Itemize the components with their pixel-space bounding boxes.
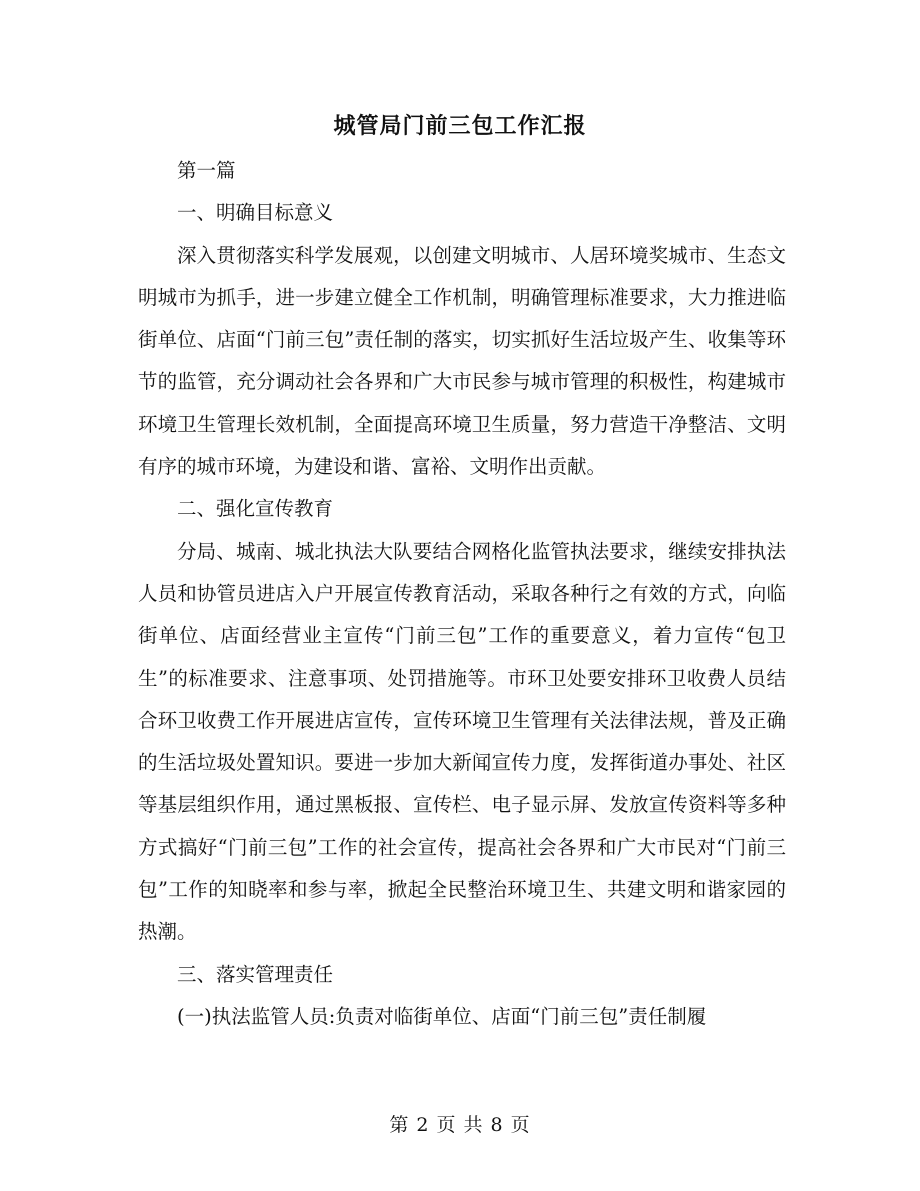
document-title: 城管局门前三包工作汇报 xyxy=(333,113,587,139)
document-body xyxy=(138,150,786,1038)
paragraph-2: 分局、城南、城北执法大队要结合网格化监管执法要求，继续安排执法人员和协管员进店入户开展宣传教育活动，采取各种行之有效的方式，向临街单位、店面经营业主宣传“门前三包”工作的重要意义，着力宣传“包卫生”的标准要求、注意事项、处罚措施等。市环卫处要安排环卫收费人员结合环卫收费工作开展进店宣传，宣传环境卫生管理有关法律法规，普及正确的生活垃圾处置知识。要进一步加大新闻宣传力度，发挥街道办事处、社区等基层组织作用，通过黑板报、宣传栏、电子显示屏、发放宣传资料等多种方式搞好“门前三包”工作的社会宣传，提高社会各界和广大市民对“门前三包”工作的知晓率和参与率，掀起全民整治环境卫生、共建文明和谐家园的热潮。 xyxy=(138,539,786,944)
heading-2: 二、强化宣传教育 xyxy=(177,497,334,521)
section-label: 第一篇 xyxy=(177,159,236,182)
heading-3: 三、落实管理责任 xyxy=(177,962,334,986)
paragraph-3: (一)执法监管人员:负责对临街单位、店面“门前三包”责任制履 xyxy=(177,1004,707,1028)
page-number: 第 2 页 共 8 页 xyxy=(389,1114,531,1136)
paragraph-1: 深入贯彻落实科学发展观，以创建文明城市、人居环境奖城市、生态文明城市为抓手，进一步建立健全工作机制，明确管理标准要求，大力推进临街单位、店面“门前三包”责任制的落实，切实抓好生活垃圾产生、收集等环节的监管，充分调动社会各界和广大市民参与城市管理的积极性，构建城市环境卫生管理长效机制，全面提高环境卫生质量，努力营造干净整洁、文明有序的城市环境，为建设和谐、富裕、文明作出贡献。 xyxy=(138,243,786,479)
heading-1: 一、明确目标意义 xyxy=(177,201,334,225)
